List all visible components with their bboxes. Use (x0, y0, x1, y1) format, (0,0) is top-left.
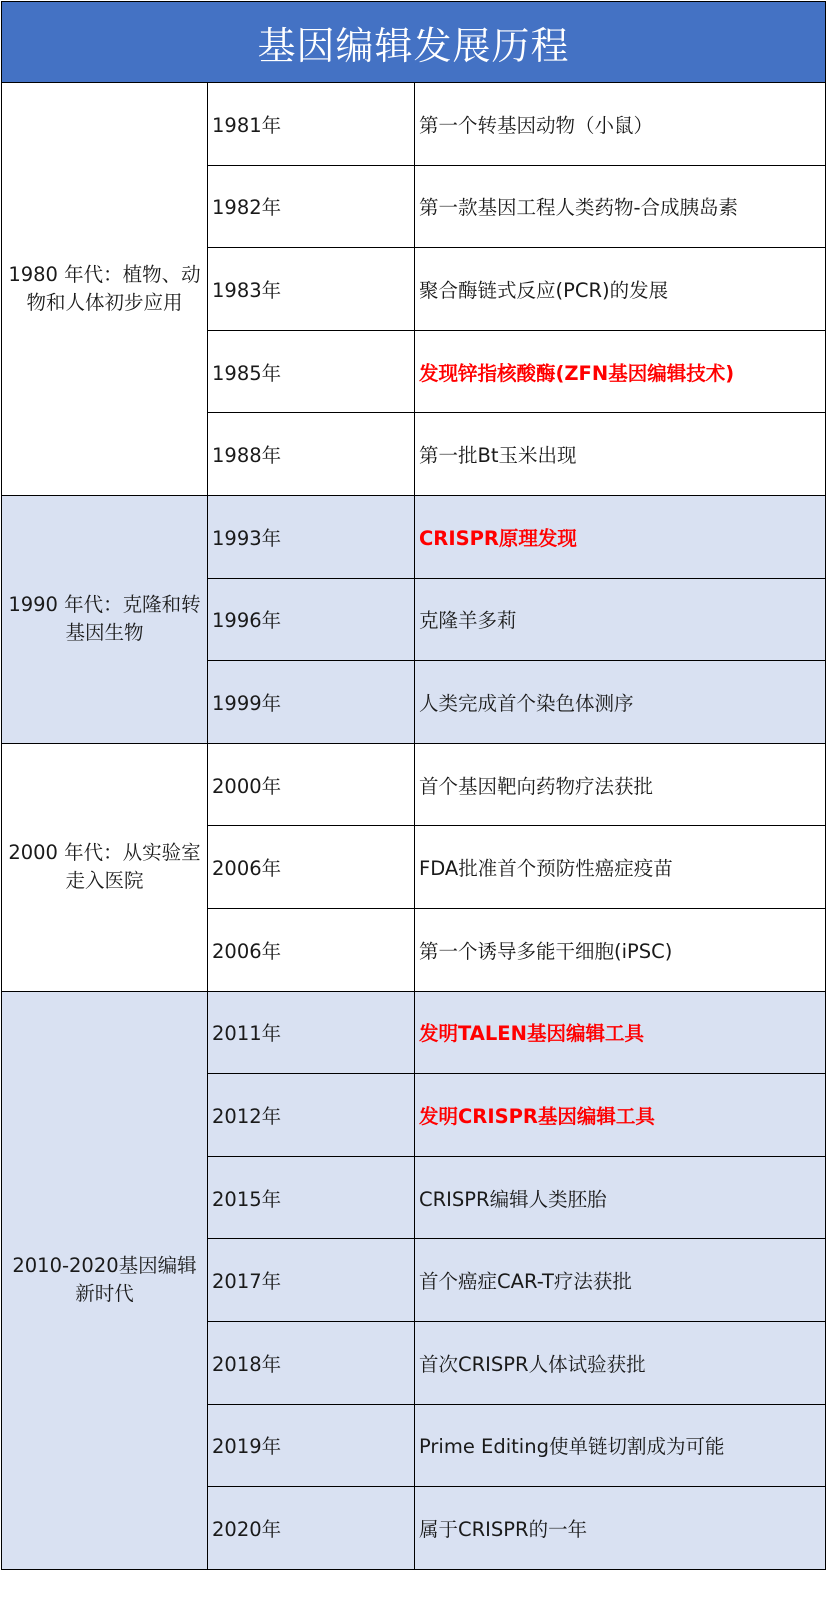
year-cell: 2015年 (208, 1157, 415, 1240)
event-cell: CRISPR编辑人类胚胎 (415, 1157, 826, 1240)
event-cell: 首个基因靶向药物疗法获批 (415, 744, 826, 827)
year-cell: 2000年 (208, 744, 415, 827)
era-label: 1990 年代：克隆和转基因生物 (1, 496, 208, 744)
event-cell: CRISPR原理发现 (415, 496, 826, 579)
year-cell: 1988年 (208, 413, 415, 496)
event-cell: 首次CRISPR人体试验获批 (415, 1322, 826, 1405)
event-cell: 第一个转基因动物（小鼠） (415, 83, 826, 166)
year-cell: 2019年 (208, 1405, 415, 1488)
year-cell: 2011年 (208, 992, 415, 1075)
year-cell: 1983年 (208, 248, 415, 331)
year-cell: 2006年 (208, 909, 415, 992)
era-label: 1980 年代：植物、动物和人体初步应用 (1, 83, 208, 496)
timeline-table (1, 1, 826, 1570)
year-cell: 1999年 (208, 661, 415, 744)
event-cell: 克隆羊多莉 (415, 579, 826, 662)
timeline-grid (1, 83, 826, 1570)
year-cell: 1985年 (208, 331, 415, 414)
event-cell: 属于CRISPR的一年 (415, 1487, 826, 1570)
year-cell: 1981年 (208, 83, 415, 166)
event-cell: 第一批Bt玉米出现 (415, 413, 826, 496)
event-cell: 第一款基因工程人类药物-合成胰岛素 (415, 166, 826, 249)
year-cell: 1996年 (208, 579, 415, 662)
event-cell: 发明TALEN基因编辑工具 (415, 992, 826, 1075)
event-cell: 聚合酶链式反应(PCR)的发展 (415, 248, 826, 331)
era-label: 2000 年代：从实验室走入医院 (1, 744, 208, 992)
year-cell: 1982年 (208, 166, 415, 249)
year-cell: 2017年 (208, 1239, 415, 1322)
event-cell: 发明CRISPR基因编辑工具 (415, 1074, 826, 1157)
year-cell: 1993年 (208, 496, 415, 579)
year-cell: 2020年 (208, 1487, 415, 1570)
year-cell: 2006年 (208, 826, 415, 909)
year-cell: 2018年 (208, 1322, 415, 1405)
era-label: 2010-2020基因编辑新时代 (1, 992, 208, 1570)
event-cell: 发现锌指核酸酶(ZFN基因编辑技术) (415, 331, 826, 414)
event-cell: 人类完成首个染色体测序 (415, 661, 826, 744)
event-cell: FDA批准首个预防性癌症疫苗 (415, 826, 826, 909)
event-cell: 首个癌症CAR-T疗法获批 (415, 1239, 826, 1322)
event-cell: Prime Editing使单链切割成为可能 (415, 1405, 826, 1488)
event-cell: 第一个诱导多能干细胞(iPSC) (415, 909, 826, 992)
year-cell: 2012年 (208, 1074, 415, 1157)
page-title: 基因编辑发展历程 (1, 1, 826, 83)
